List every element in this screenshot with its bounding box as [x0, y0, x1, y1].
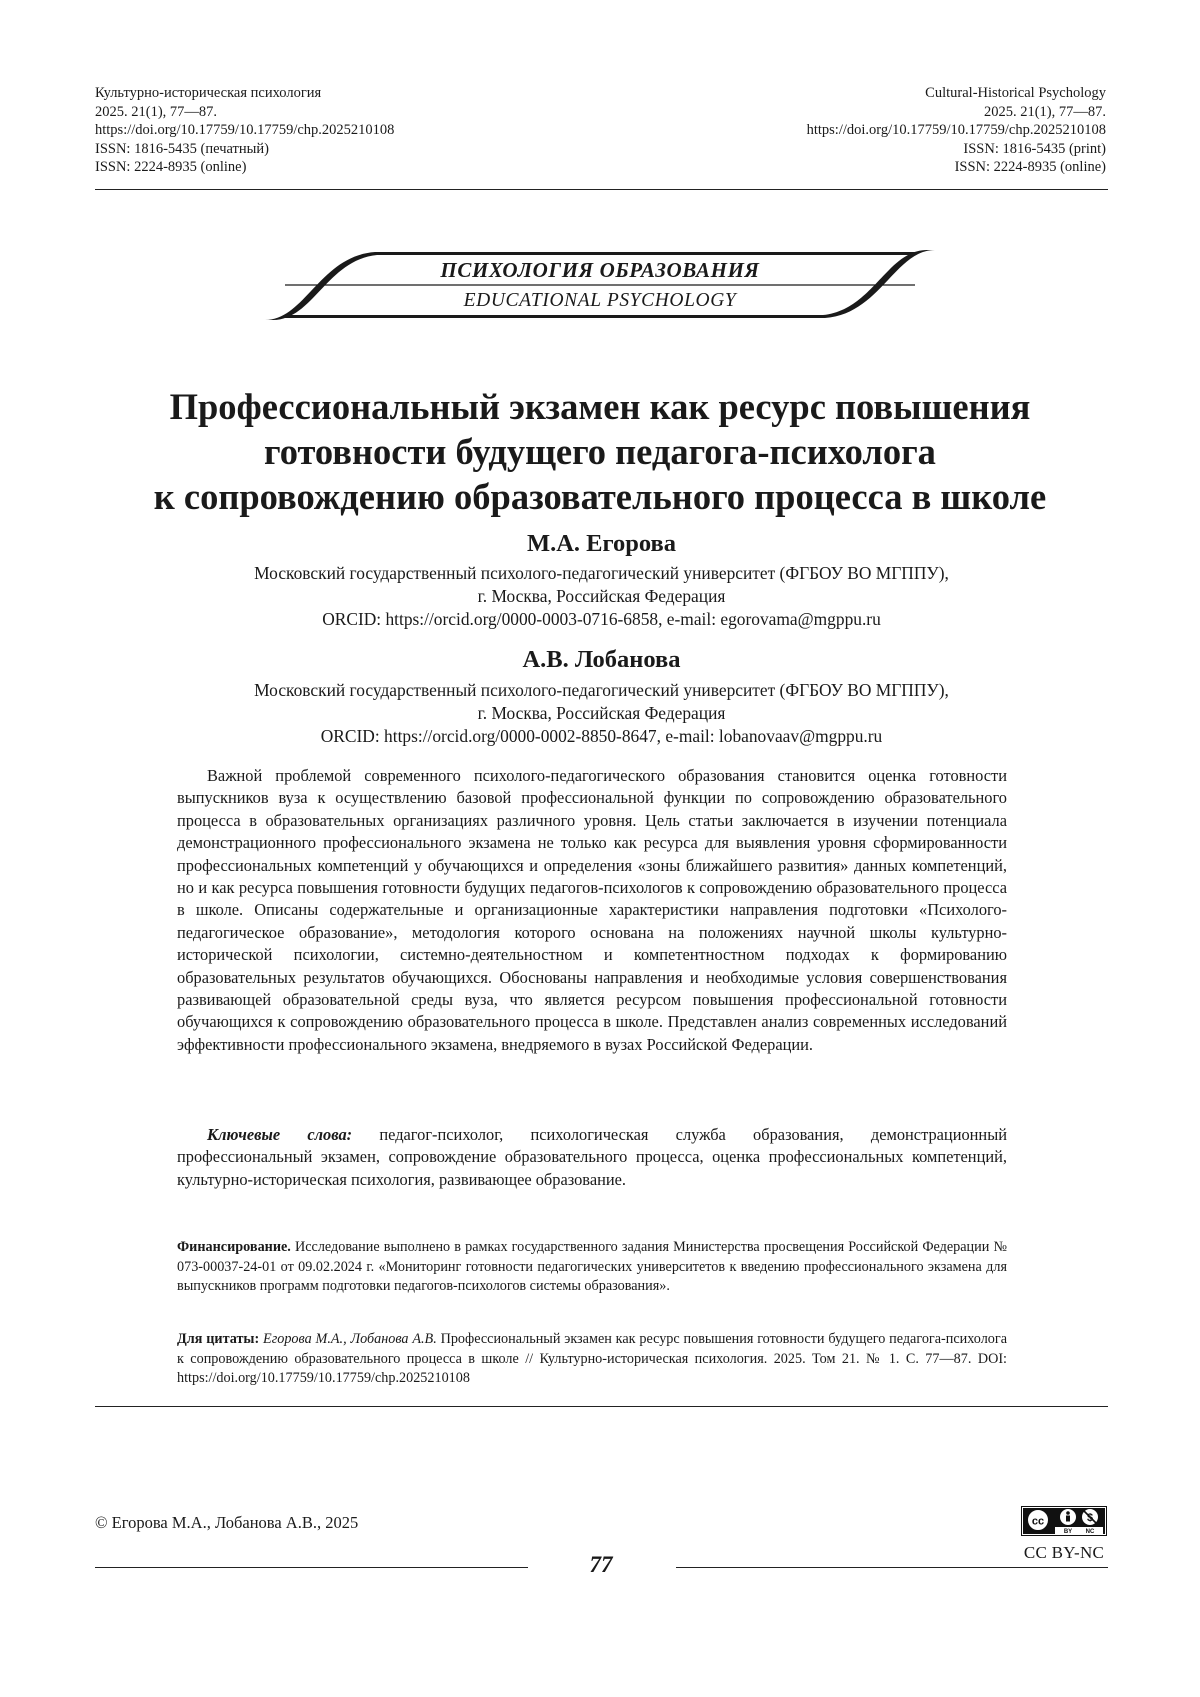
issn-online-en: ISSN: 2224-8935 (online) [807, 158, 1106, 177]
issn-print-ru: ISSN: 1816-5435 (печатный) [95, 140, 394, 159]
section-banner [265, 248, 935, 322]
author-affiliation [95, 562, 1108, 631]
affiliation-city: г. Москва, Российская Федерация [95, 585, 1108, 608]
doi-link-ru[interactable]: https://doi.org/10.17759/10.17759/chp.2025210108 [95, 121, 394, 140]
section-divider [95, 1406, 1108, 1407]
keywords-text: педагог-психолог, психологическая служба образования, демонстрационный профессиональный экзамен, сопровождение образовательного процесса, оценка профессиональных компетенций, культурно-историческая психология, развивающее образование. [177, 1125, 1007, 1189]
author-orcid-email[interactable]: ORCID: https://orcid.org/0000-0002-8850-8647, e-mail: lobanovaav@mgppu.ru [95, 725, 1108, 748]
license-block[interactable] [1021, 1506, 1107, 1563]
badge-by-text: BY [1064, 1529, 1072, 1535]
keywords [177, 1124, 1007, 1191]
funding-text: Исследование выполнено в рамках государственного задания Министерства просвещения Российской Федерации № 073-00037-24-01 от 09.02.2024 г. «Мониторинг готовности педагогических университетов к введению профессионального экзамена для выпускников программ подготовки педагогов-психологов системы образования». [177, 1239, 1007, 1294]
article-title-line: готовности будущего педагога-психолога [60, 429, 1140, 474]
journal-header-en [807, 84, 1106, 177]
journal-name-ru: Культурно-историческая психология [95, 84, 394, 103]
funding-label: Финансирование. [177, 1239, 291, 1255]
citation-text[interactable]: Профессиональный экзамен как ресурс повышения готовности будущего педагога-психолога к сопровождению образовательного процесса в школе // Культурно-историческая психология. 2025. Том 21. № 1. С. 77—87. DOI: https://doi.org/10.17759/10.17759/chp.2025210108 [177, 1331, 1007, 1386]
article-title-line: к сопровождению образовательного процесса в школе [60, 474, 1140, 519]
badge-nc-text: NC [1086, 1529, 1095, 1535]
footer-divider-right [676, 1567, 1108, 1568]
section-title-en: EDUCATIONAL PSYCHOLOGY [265, 290, 935, 312]
license-label: CC BY-NC [1021, 1543, 1107, 1563]
author-orcid-email[interactable]: ORCID: https://orcid.org/0000-0003-0716-6858, e-mail: egorovama@mgppu.ru [95, 608, 1108, 631]
section-title-ru: ПСИХОЛОГИЯ ОБРАЗОВАНИЯ [265, 258, 935, 283]
affiliation-city: г. Москва, Российская Федерация [95, 702, 1108, 725]
cc-by-nc-license-icon [1021, 1506, 1107, 1536]
volume-pages-ru: 2025. 21(1), 77—87. [95, 103, 394, 122]
svg-text:cc: cc [1032, 1516, 1044, 1528]
citation-note [177, 1330, 1007, 1389]
page-number: 77 [560, 1552, 642, 1578]
issn-print-en: ISSN: 1816-5435 (print) [807, 140, 1106, 159]
copyright-notice: © Егорова М.А., Лобанова А.В., 2025 [95, 1513, 358, 1533]
journal-name-en: Cultural-Historical Psychology [807, 84, 1106, 103]
abstract: Важной проблемой современного психолого-педагогического образования становится оценка готовности выпускников вуза к осуществлению базовой профессиональной функции по сопровождению образовательного процесса в образовательных организациях различного уровня. Цель статьи заключается в изучении потенциала демонстрационного профессионального экзамена не только как ресурса для выявления уровня сформированности профессиональных компетенций у обучающихся и определения «зоны ближайшего развития» данных компетенций, но и как ресурса повышения готовности будущих педагогов-психологов к сопровождению образовательного процесса в школе. Описаны содержательные и организационные характеристики направления подготовки «Психолого-педагогическое образование», методология которого основана на положениях научной школы культурно-исторической психологии, системно-деятельностном и компетентностном подходах к формированию образовательных результатов обучающихся. Обоснованы направления и необходимые условия совершенствования развивающей образовательной среды вуза, что является ресурсом повышения профессиональной готовности обучающихся к сопровождению образовательного процесса в школе. Представлен анализ современных исследований эффективности профессионального экзамена, внедряемого в вузах Российской Федерации. [177, 765, 1007, 1056]
author-name: А.В. Лобанова [95, 646, 1108, 674]
journal-header-ru [95, 84, 394, 177]
citation-label: Для цитаты: [177, 1331, 259, 1347]
footer-divider-left [95, 1567, 528, 1568]
issn-online-ru: ISSN: 2224-8935 (online) [95, 158, 394, 177]
header-divider [95, 189, 1108, 190]
funding-note [177, 1238, 1007, 1297]
citation-authors: Егорова М.А., Лобанова А.В. [259, 1331, 437, 1347]
affiliation-university: Московский государственный психолого-педагогический университет (ФГБОУ ВО МГППУ), [95, 679, 1108, 702]
article-title-line: Профессиональный экзамен как ресурс повышения [60, 384, 1140, 429]
keywords-label: Ключевые слова: [207, 1125, 352, 1144]
doi-link-en[interactable]: https://doi.org/10.17759/10.17759/chp.2025210108 [807, 121, 1106, 140]
volume-pages-en: 2025. 21(1), 77—87. [807, 103, 1106, 122]
author-name: М.А. Егорова [95, 530, 1108, 558]
article-title [60, 384, 1140, 519]
author-affiliation [95, 679, 1108, 748]
affiliation-university: Московский государственный психолого-педагогический университет (ФГБОУ ВО МГППУ), [95, 562, 1108, 585]
